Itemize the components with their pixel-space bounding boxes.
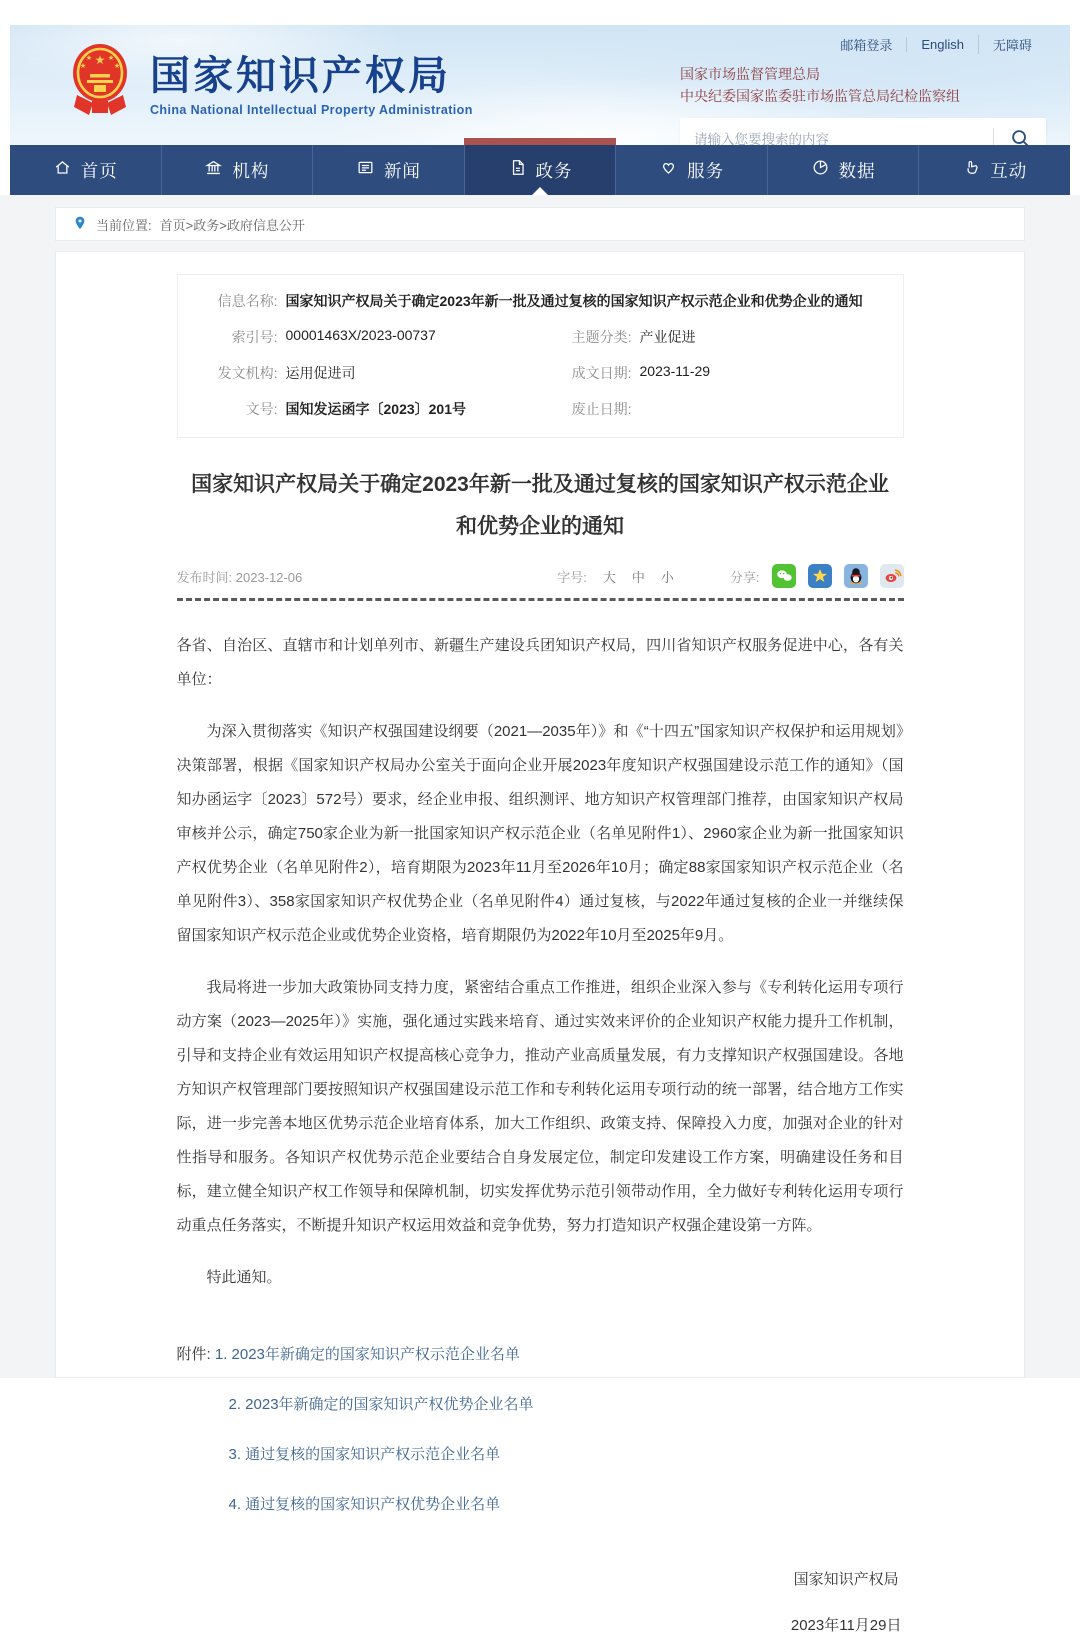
- top-links: [680, 35, 1046, 54]
- info-date-label: 成文日期:: [571, 365, 632, 381]
- paragraph-greeting: 各省、自治区、直辖市和计划单列市、新疆生产建设兵团知识产权局，四川省知识产权服务促进中心，各有关单位：: [176, 637, 904, 688]
- active-tab-caret: [532, 187, 548, 195]
- nav-item-label: 新闻: [383, 160, 421, 181]
- svg-text:★: ★: [79, 63, 87, 70]
- breadcrumb-info-disclosure-link[interactable]: 政府信息公开: [226, 217, 305, 233]
- publish-time: [177, 567, 303, 586]
- fontsize-label: 字号:: [557, 569, 587, 585]
- nav-item-interaction[interactable]: [919, 145, 1070, 195]
- attachments-label: 附件:: [176, 1346, 211, 1363]
- info-name-value: 国家知识产权局关于确定2023年新一批及通过复核的国家知识产权示范企业和优势企业的通知: [285, 293, 863, 309]
- info-row-agency: [178, 355, 903, 391]
- attachment-link-1[interactable]: 1. 2023年新确定的国家知识产权示范企业名单: [214, 1346, 520, 1363]
- article-meta: [177, 564, 904, 588]
- nav-item-label: 首页: [80, 160, 118, 181]
- publish-time-label: 发布时间:: [176, 569, 233, 585]
- info-name-label: 信息名称:: [217, 293, 278, 309]
- info-docnumber-label: 文号:: [245, 401, 278, 417]
- qzone-share-button[interactable]: [808, 564, 832, 588]
- data-icon: [811, 158, 830, 182]
- document-icon: [508, 158, 527, 182]
- info-index-label: 索引号:: [231, 329, 278, 345]
- nav-item-label: 互动: [990, 160, 1028, 181]
- weibo-share-button[interactable]: [880, 564, 904, 588]
- fontsize-controls: [557, 567, 674, 586]
- info-row-name: [178, 283, 903, 319]
- publish-time-value: 2023-12-06: [235, 569, 303, 585]
- site-title: 国家知识产权局: [150, 53, 451, 98]
- nav-item-label: 服务: [687, 160, 725, 181]
- qq-share-button[interactable]: [844, 564, 868, 588]
- attachment-row-3: [177, 1443, 904, 1467]
- nav-item-label: 数据: [838, 160, 876, 181]
- main-content-area: [0, 195, 1080, 1634]
- breadcrumb-label: 当前位置:: [96, 217, 152, 233]
- fontsize-small-button[interactable]: 小: [660, 569, 674, 585]
- article: [177, 274, 904, 1649]
- info-row-docnumber: [178, 391, 903, 427]
- site-title-block: [150, 53, 473, 117]
- nav-item-government-affairs[interactable]: [465, 145, 617, 195]
- info-docnumber-value: 国知发运函字〔2023〕201号: [285, 401, 467, 417]
- signature-issuer: 国家知识产权局: [793, 1571, 899, 1588]
- wechat-share-button[interactable]: [772, 564, 796, 588]
- svg-text:★: ★: [107, 55, 115, 62]
- signature-block: [177, 1557, 904, 1649]
- page-title-line2: 和优势企业的通知: [456, 515, 624, 538]
- document-info-table: [177, 274, 904, 438]
- agency-links: [680, 63, 1046, 107]
- interaction-icon: [962, 158, 981, 182]
- accessibility-link[interactable]: 无障碍: [978, 35, 1046, 54]
- breadcrumb-home-link[interactable]: 首页: [159, 217, 186, 233]
- wechat-icon: [772, 564, 796, 588]
- share-controls: [730, 564, 904, 588]
- nav-item-home[interactable]: [10, 145, 162, 195]
- attachment-row-4: [177, 1493, 904, 1517]
- paragraph-2: 我局将进一步加大政策协同支持力度，紧密结合重点工作推进，组织企业深入参与《专利转化运用专项行动方案（2023—2025年）》实施，强化通过实践来培育、通过实效来评价的企业知识产权能力提升工作机制，引导和支持企业有效运用知识产权提高核心竞争力，推动产业高质量发展，有力支撑知识产权强国建设。各地方知识产权管理部门要按照知识产权强国建设示范工作和专利转化运用专项行动的统一部署，结合地方工作实际，进一步完善本地区优势示范企业培育体系，加大工作组织、政策支持、保障投入力度，加强对企业的针对性指导和服务。各知识产权优势示范企业要结合自身发展定位，制定印发建设工作方案，明确建设任务和目标，建立健全知识产权工作领导和保障机制，切实发挥优势示范引领带动作用，全力做好专利转化运用专项行动重点任务落实，不断提升知识产权运用效益和竞争优势，努力打造知识产权强企建设第一方阵。: [176, 979, 904, 1234]
- document-body: [177, 629, 904, 1295]
- location-pin-icon: [72, 215, 88, 234]
- national-emblem-logo: [68, 41, 132, 128]
- header-right: [680, 35, 1046, 160]
- site-subtitle: China National Intellectual Property Administration: [150, 102, 473, 117]
- site-brand[interactable]: [68, 41, 473, 128]
- news-icon: [356, 158, 375, 182]
- samr-link[interactable]: 国家市场监督管理总局: [680, 66, 820, 82]
- mail-login-link[interactable]: 邮箱登录: [840, 38, 893, 53]
- nav-item-label: 政务: [535, 160, 573, 181]
- home-icon: [53, 158, 72, 182]
- attachment-link-3[interactable]: 3. 通过复核的国家知识产权示范企业名单: [228, 1446, 501, 1463]
- info-expire-label: 废止日期:: [571, 401, 632, 417]
- nav-item-news[interactable]: [313, 145, 465, 195]
- attachment-row-1: [177, 1343, 904, 1367]
- institution-icon: [204, 158, 223, 182]
- fontsize-medium-button[interactable]: 中: [631, 569, 645, 585]
- qzone-icon: [808, 564, 832, 588]
- share-label: 分享:: [729, 569, 760, 585]
- document-card: [55, 251, 1025, 1634]
- english-link[interactable]: English: [906, 37, 978, 52]
- info-row-index: [178, 319, 903, 355]
- discipline-inspection-link[interactable]: 中央纪委国家监委驻市场监管总局纪检监察组: [680, 88, 960, 104]
- info-topic-label: 主题分类:: [571, 329, 632, 345]
- qq-icon: [844, 564, 868, 588]
- svg-text:★: ★: [113, 63, 121, 70]
- main-nav: [10, 145, 1070, 195]
- fontsize-large-button[interactable]: 大: [602, 569, 616, 585]
- nav-item-services[interactable]: [616, 145, 768, 195]
- svg-text:★: ★: [94, 53, 106, 67]
- page-title-line1: 国家知识产权局关于确定2023年新一批及通过复核的国家知识产权示范企业: [191, 473, 889, 496]
- page-title: [177, 464, 904, 548]
- service-icon: [659, 158, 678, 182]
- paragraph-1: 为深入贯彻落实《知识产权强国建设纲要（2021—2035年）》和《“十四五”国家知识产权保护和运用规划》决策部署，根据《国家知识产权局办公室关于面向企业开展2023年度知识产权强国建设示范工作的通知》（国知办函运字〔2023〕572号）要求，经企业申报、组织测评、地方知识产权管理部门推荐，由国家知识产权局审核并公示，确定750家企业为新一批国家知识产权示范企业（名单见附件1）、2960家企业为新一批国家知识产权优势企业（名单见附件2），培育期限为2023年11月至2026年10月；确定88家国家知识产权示范企业（名单见附件3）、358家国家知识产权优势企业（名单见附件4）通过复核，与2022年通过复核的企业一并继续保留国家知识产权示范企业或优势企业资格，培育期限仍为2022年10月至2025年9月。: [176, 723, 904, 944]
- info-agency-label: 发文机构:: [217, 365, 278, 381]
- info-topic-value: 产业促进: [639, 329, 696, 345]
- breadcrumb-separator: >: [219, 217, 227, 233]
- attachment-link-4[interactable]: 4. 通过复核的国家知识产权优势企业名单: [228, 1496, 501, 1513]
- breadcrumb-government-link[interactable]: 政务: [193, 217, 220, 233]
- weibo-icon: [880, 564, 904, 588]
- signature-date: 2023年11月29日: [790, 1617, 902, 1634]
- nav-item-institutions[interactable]: [162, 145, 314, 195]
- paragraph-closing: 特此通知。: [206, 1269, 282, 1286]
- attachments: [177, 1343, 904, 1517]
- attachment-link-2[interactable]: 2. 2023年新确定的国家知识产权优势企业名单: [228, 1396, 534, 1413]
- info-date-value: 2023-11-29: [639, 363, 711, 379]
- attachment-row-2: [177, 1393, 904, 1417]
- meta-divider: [177, 598, 904, 601]
- breadcrumb: [55, 207, 1025, 241]
- svg-text:★: ★: [85, 55, 93, 62]
- info-agency-value: 运用促进司: [285, 365, 356, 381]
- info-index-value: 00001463X/2023-00737: [285, 327, 436, 343]
- active-tab-accent-bar: [464, 138, 617, 145]
- site-header: [10, 25, 1070, 145]
- nav-item-label: 机构: [232, 160, 270, 181]
- nav-item-data[interactable]: [768, 145, 920, 195]
- breadcrumb-separator: >: [185, 217, 194, 233]
